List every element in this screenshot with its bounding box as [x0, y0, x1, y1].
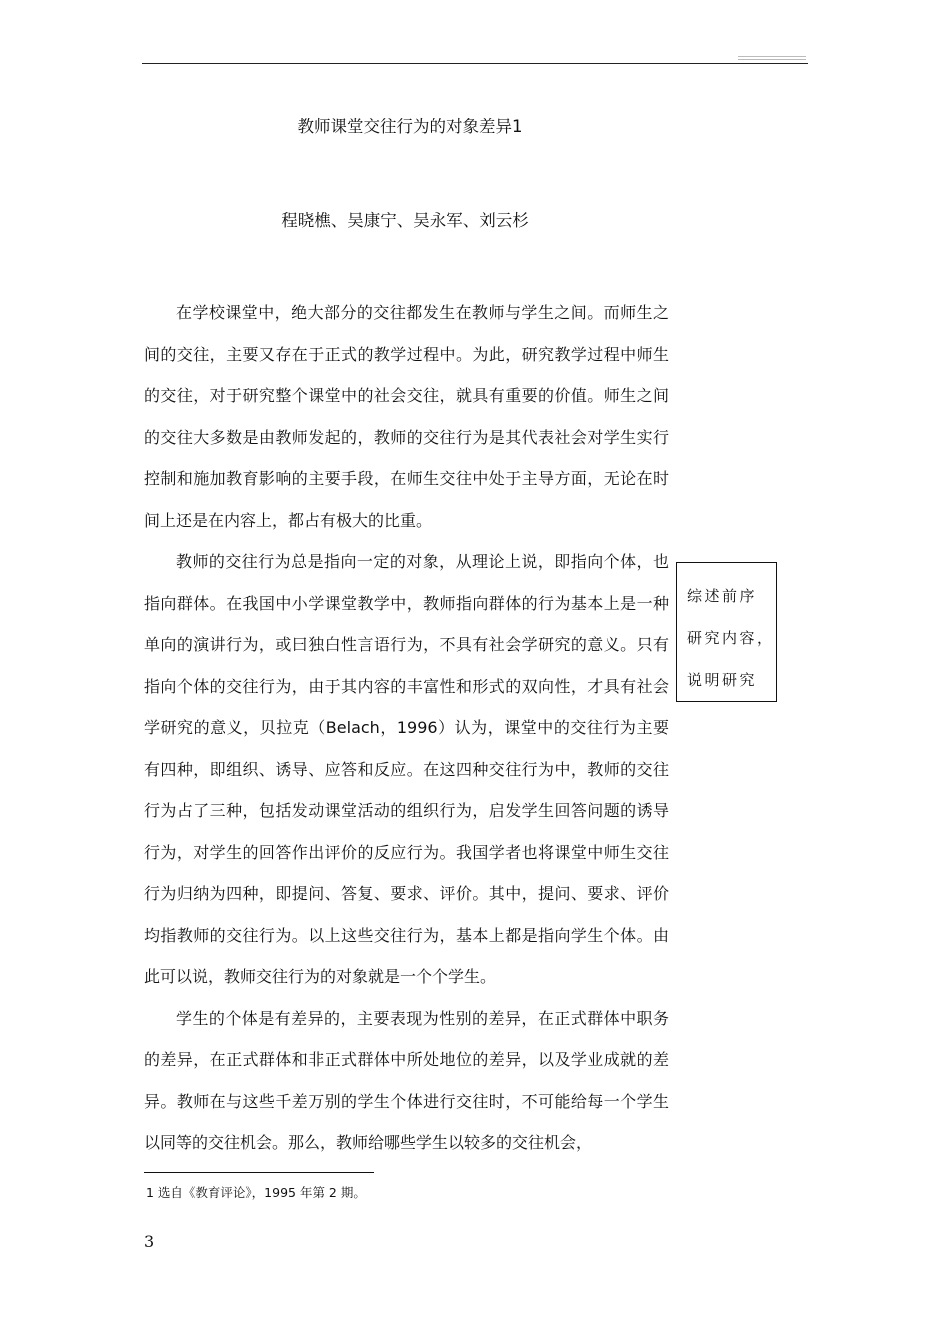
header-decoration [738, 59, 806, 60]
margin-annotation-line: 综述前序 [687, 587, 758, 605]
paragraph-3: 学生的个体是有差异的，主要表现为性别的差异，在正式群体中职务的差异，在正式群体和非正式群体中所处地位的差异，以及学业成就的差异。教师在与这些千差万别的学生个体进行交往时，不可能给每一个学生以同等的交往机会。那么，教师给哪些学生以较多的交往机会， [144, 1008, 669, 1152]
paragraph-1: 在学校课堂中，绝大部分的交往都发生在教师与学生之间。而师生之间的交往，主要又存在于正式的教学过程中。为此，研究教学过程中师生的交往，对于研究整个课堂中的社会交往，就具有重要的价值。师生之间的交往大多数是由教师发起的，教师的交往行为是其代表社会对学生实行控制和施加教育影响的主要手段，在师生交往中处于主导方面，无论在时间上还是在内容上，都占有极大的比重。 [144, 303, 669, 530]
margin-annotation-line: 说明研究 [687, 671, 758, 689]
page-number: 3 [144, 1232, 155, 1251]
body-text [144, 292, 669, 1164]
margin-annotation-line: 研究内容， [687, 629, 775, 647]
paragraph-2: 教师的交往行为总是指向一定的对象，从理论上说，即指向个体，也指向群体。在我国中小学课堂教学中，教师指向群体的行为基本上是一种单向的演讲行为，或曰独白性言语行为，不具有社会学研究的意义。只有指向个体的交往行为，由于其内容的丰富性和形式的双向性，才具有社会学研究的意义，贝拉克（Belach，1996）认为，课堂中的交往行为主要有四种，即组织、诱导、应答和反应。在这四种交往行为中，教师的交往行为占了三种，包括发动课堂活动的组织行为，启发学生回答问题的诱导行为，对学生的回答作出评价的反应行为。我国学者也将课堂中师生交往行为归纳为四种，即提问、答复、要求、评价。其中，提问、要求、评价均指教师的交往行为。以上这些交往行为，基本上都是指向学生个体。由此可以说，教师交往行为的对象就是一个个学生。 [144, 552, 669, 986]
footnote-separator [144, 1172, 374, 1173]
document-authors: 程晓樵、吴康宁、吴永军、刘云杉 [281, 211, 529, 230]
footnote: 1 选自《教育评论》，1995 年第 2 期。 [146, 1185, 366, 1200]
margin-annotation-box [676, 562, 777, 702]
header-decoration [738, 56, 806, 57]
header-rule [142, 63, 808, 64]
document-title: 教师课堂交往行为的对象差异1 [297, 117, 523, 136]
